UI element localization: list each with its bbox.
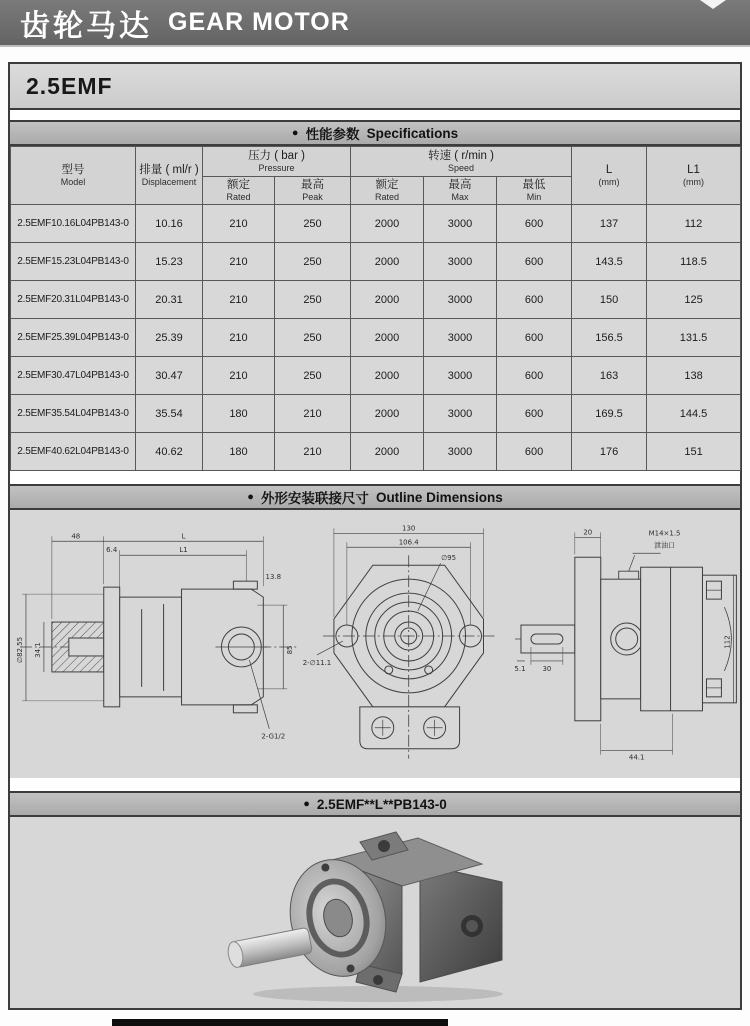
- cell-speed-rated: 2000: [351, 243, 424, 281]
- bullet-icon: ●: [291, 126, 299, 139]
- photo-shadow: [253, 986, 503, 1002]
- bullet-icon: ●: [303, 797, 310, 810]
- cell-speed-min: 600: [497, 281, 572, 319]
- col-l1-unit: (mm): [683, 177, 705, 188]
- cell-speed-rated: 2000: [351, 395, 424, 433]
- col-header-l: [572, 147, 647, 205]
- catalog-page-body: [8, 62, 742, 1010]
- page-footer-mark: [112, 1019, 448, 1026]
- spacer: [10, 471, 740, 484]
- cell-pressure-peak: 250: [275, 357, 351, 395]
- cell-displacement: 20.31: [136, 281, 203, 319]
- cell-l1: 131.5: [647, 319, 741, 357]
- dim-label: 6.4: [106, 546, 118, 555]
- dim-label: 106.4: [398, 538, 419, 547]
- cell-displacement: 15.23: [136, 243, 203, 281]
- dim-label: 34.1: [33, 642, 42, 658]
- cell-speed-max: 3000: [424, 395, 497, 433]
- dim-label: 20: [582, 528, 592, 537]
- ordering-section-header: [10, 791, 740, 817]
- cell-pressure-rated: 210: [203, 243, 275, 281]
- table-row: [11, 433, 741, 471]
- specs-title-en: Specifications: [366, 125, 459, 141]
- cell-l: 143.5: [572, 243, 647, 281]
- left-side-view-drawing: [12, 514, 303, 774]
- dim-label: 2-∅11.1: [303, 658, 332, 667]
- cell-speed-min: 600: [497, 319, 572, 357]
- cell-pressure-rated: 180: [203, 395, 275, 433]
- dim-label: 130: [402, 524, 416, 533]
- col-displacement-zh: 排量 ( ml/r ): [139, 163, 199, 176]
- cell-l1: 118.5: [647, 243, 741, 281]
- dim-label: 44.1: [628, 753, 645, 762]
- dim-label: 13.8: [265, 573, 282, 582]
- cell-l: 169.5: [572, 395, 647, 433]
- cell-model: 2.5EMF15.23L04PB143-0: [11, 243, 136, 281]
- spacer: [10, 778, 740, 791]
- gear-motor-photo: [210, 822, 540, 1004]
- col-pressure-zh: 压力 ( bar ): [248, 149, 305, 162]
- cell-speed-max: 3000: [424, 357, 497, 395]
- cell-speed-min: 600: [497, 243, 572, 281]
- dim-label: ∅82.55: [15, 636, 24, 663]
- port-label: 2-G1/2: [261, 732, 286, 741]
- specs-title-zh: 性能参数: [305, 127, 360, 142]
- cell-model: 2.5EMF25.39L04PB143-0: [11, 319, 136, 357]
- product-photo-panel: [10, 817, 740, 1008]
- cell-displacement: 10.16: [136, 205, 203, 243]
- col-header-pressure-peak: [275, 177, 351, 205]
- cell-l: 163: [572, 357, 647, 395]
- cell-speed-rated: 2000: [351, 319, 424, 357]
- table-row: [11, 319, 741, 357]
- cell-displacement: 40.62: [136, 433, 203, 471]
- cell-speed-max: 3000: [424, 205, 497, 243]
- cell-pressure-peak: 250: [275, 243, 351, 281]
- page-title-english: GEAR MOTOR: [168, 8, 350, 36]
- specifications-table: [10, 146, 741, 471]
- cell-l1: 144.5: [647, 395, 741, 433]
- cell-speed-max: 3000: [424, 433, 497, 471]
- table-row: [11, 395, 741, 433]
- col-header-speed-min: [497, 177, 572, 205]
- page-title-chinese: 齿轮马达: [20, 9, 152, 43]
- p-rated-zh: 额定: [227, 178, 250, 191]
- cell-pressure-peak: 250: [275, 319, 351, 357]
- s-rated-en: Rated: [374, 192, 400, 203]
- dim-label: 5.1: [514, 664, 526, 673]
- cell-l1: 151: [647, 433, 741, 471]
- cell-speed-min: 600: [497, 395, 572, 433]
- cell-l1: 112: [647, 205, 741, 243]
- cell-speed-min: 600: [497, 433, 572, 471]
- col-group-speed: [351, 147, 572, 177]
- cell-speed-max: 3000: [424, 319, 497, 357]
- col-speed-en: Speed: [447, 163, 475, 174]
- cell-speed-max: 3000: [424, 243, 497, 281]
- cell-pressure-rated: 210: [203, 205, 275, 243]
- cell-displacement: 25.39: [136, 319, 203, 357]
- cell-model: 2.5EMF35.54L04PB143-0: [11, 395, 136, 433]
- cell-pressure-peak: 250: [275, 281, 351, 319]
- col-l-unit: (mm): [598, 177, 620, 188]
- dim-label: 48: [71, 532, 81, 541]
- col-model-zh: 型号: [61, 163, 85, 176]
- drain-thread-label: M14×1.5: [648, 529, 681, 538]
- s-max-zh: 最高: [448, 178, 472, 191]
- cell-pressure-rated: 210: [203, 319, 275, 357]
- cell-pressure-rated: 180: [203, 433, 275, 471]
- series-title-bar: [10, 64, 740, 110]
- page-header-bar: [0, 0, 750, 45]
- cell-speed-min: 600: [497, 205, 572, 243]
- cell-l: 137: [572, 205, 647, 243]
- cell-pressure-rated: 210: [203, 281, 275, 319]
- cell-speed-max: 3000: [424, 281, 497, 319]
- p-peak-en: Peak: [302, 192, 323, 203]
- cell-pressure-peak: 210: [275, 395, 351, 433]
- s-min-zh: 最低: [522, 178, 546, 191]
- outline-section-header: [10, 484, 740, 510]
- cell-speed-rated: 2000: [351, 281, 424, 319]
- col-header-pressure-rated: [203, 177, 275, 205]
- col-l-label: L: [605, 163, 613, 176]
- col-speed-zh: 转速 ( r/min ): [428, 149, 494, 162]
- s-min-en: Min: [526, 192, 542, 203]
- col-header-l1: [647, 147, 741, 205]
- outline-drawings-panel: [10, 510, 740, 778]
- p-peak-zh: 最高: [301, 178, 324, 191]
- p-rated-en: Rated: [226, 192, 251, 203]
- cell-pressure-peak: 210: [275, 433, 351, 471]
- cell-l1: 125: [647, 281, 741, 319]
- col-header-model: [11, 147, 136, 205]
- bullet-icon: ●: [247, 490, 254, 503]
- cell-l: 156.5: [572, 319, 647, 357]
- right-side-view-drawing: [513, 514, 738, 774]
- col-pressure-en: Pressure: [258, 163, 295, 174]
- table-row: [11, 205, 741, 243]
- cell-pressure-peak: 250: [275, 205, 351, 243]
- cell-displacement: 30.47: [136, 357, 203, 395]
- cell-model: 2.5EMF40.62L04PB143-0: [11, 433, 136, 471]
- col-header-speed-rated: [351, 177, 424, 205]
- cell-speed-rated: 2000: [351, 205, 424, 243]
- drain-port-label: 泄油口: [653, 541, 675, 550]
- spacer: [10, 110, 740, 120]
- cell-speed-rated: 2000: [351, 433, 424, 471]
- table-row: [11, 357, 741, 395]
- cell-speed-rated: 2000: [351, 357, 424, 395]
- cell-model: 2.5EMF20.31L04PB143-0: [11, 281, 136, 319]
- dim-label: 85: [286, 645, 295, 655]
- col-header-displacement: [136, 147, 203, 205]
- ordering-code-title: 2.5EMF**L**PB143-0: [316, 796, 447, 812]
- cell-l: 176: [572, 433, 647, 471]
- col-group-pressure: [203, 147, 351, 177]
- s-max-en: Max: [451, 192, 469, 203]
- dim-label: L: [181, 532, 186, 541]
- col-l1-label: L1: [687, 163, 700, 176]
- specifications-section-header: [10, 120, 740, 146]
- cell-pressure-rated: 210: [203, 357, 275, 395]
- dim-label: 30: [542, 664, 551, 673]
- series-title: 2.5EMF: [26, 72, 113, 99]
- cell-model: 2.5EMF30.47L04PB143-0: [11, 357, 136, 395]
- col-displacement-en: Displacement: [141, 177, 197, 188]
- outline-title-en: Outline Dimensions: [375, 489, 503, 505]
- page-corner-mark: [700, 0, 726, 9]
- s-rated-zh: 额定: [375, 178, 399, 191]
- table-row: [11, 243, 741, 281]
- cell-model: 2.5EMF10.16L04PB143-0: [11, 205, 136, 243]
- table-row: [11, 281, 741, 319]
- cell-l: 150: [572, 281, 647, 319]
- cell-l1: 138: [647, 357, 741, 395]
- outline-title-zh: 外形安装联接尺寸: [260, 491, 369, 506]
- col-model-en: Model: [60, 177, 86, 188]
- col-header-speed-max: [424, 177, 497, 205]
- cell-displacement: 35.54: [136, 395, 203, 433]
- spec-table-body: [11, 205, 741, 471]
- front-view-drawing: [303, 514, 512, 774]
- dim-label: ∅95: [441, 554, 457, 563]
- dim-label: 112: [723, 635, 732, 649]
- dim-label: L1: [179, 546, 188, 555]
- cell-speed-min: 600: [497, 357, 572, 395]
